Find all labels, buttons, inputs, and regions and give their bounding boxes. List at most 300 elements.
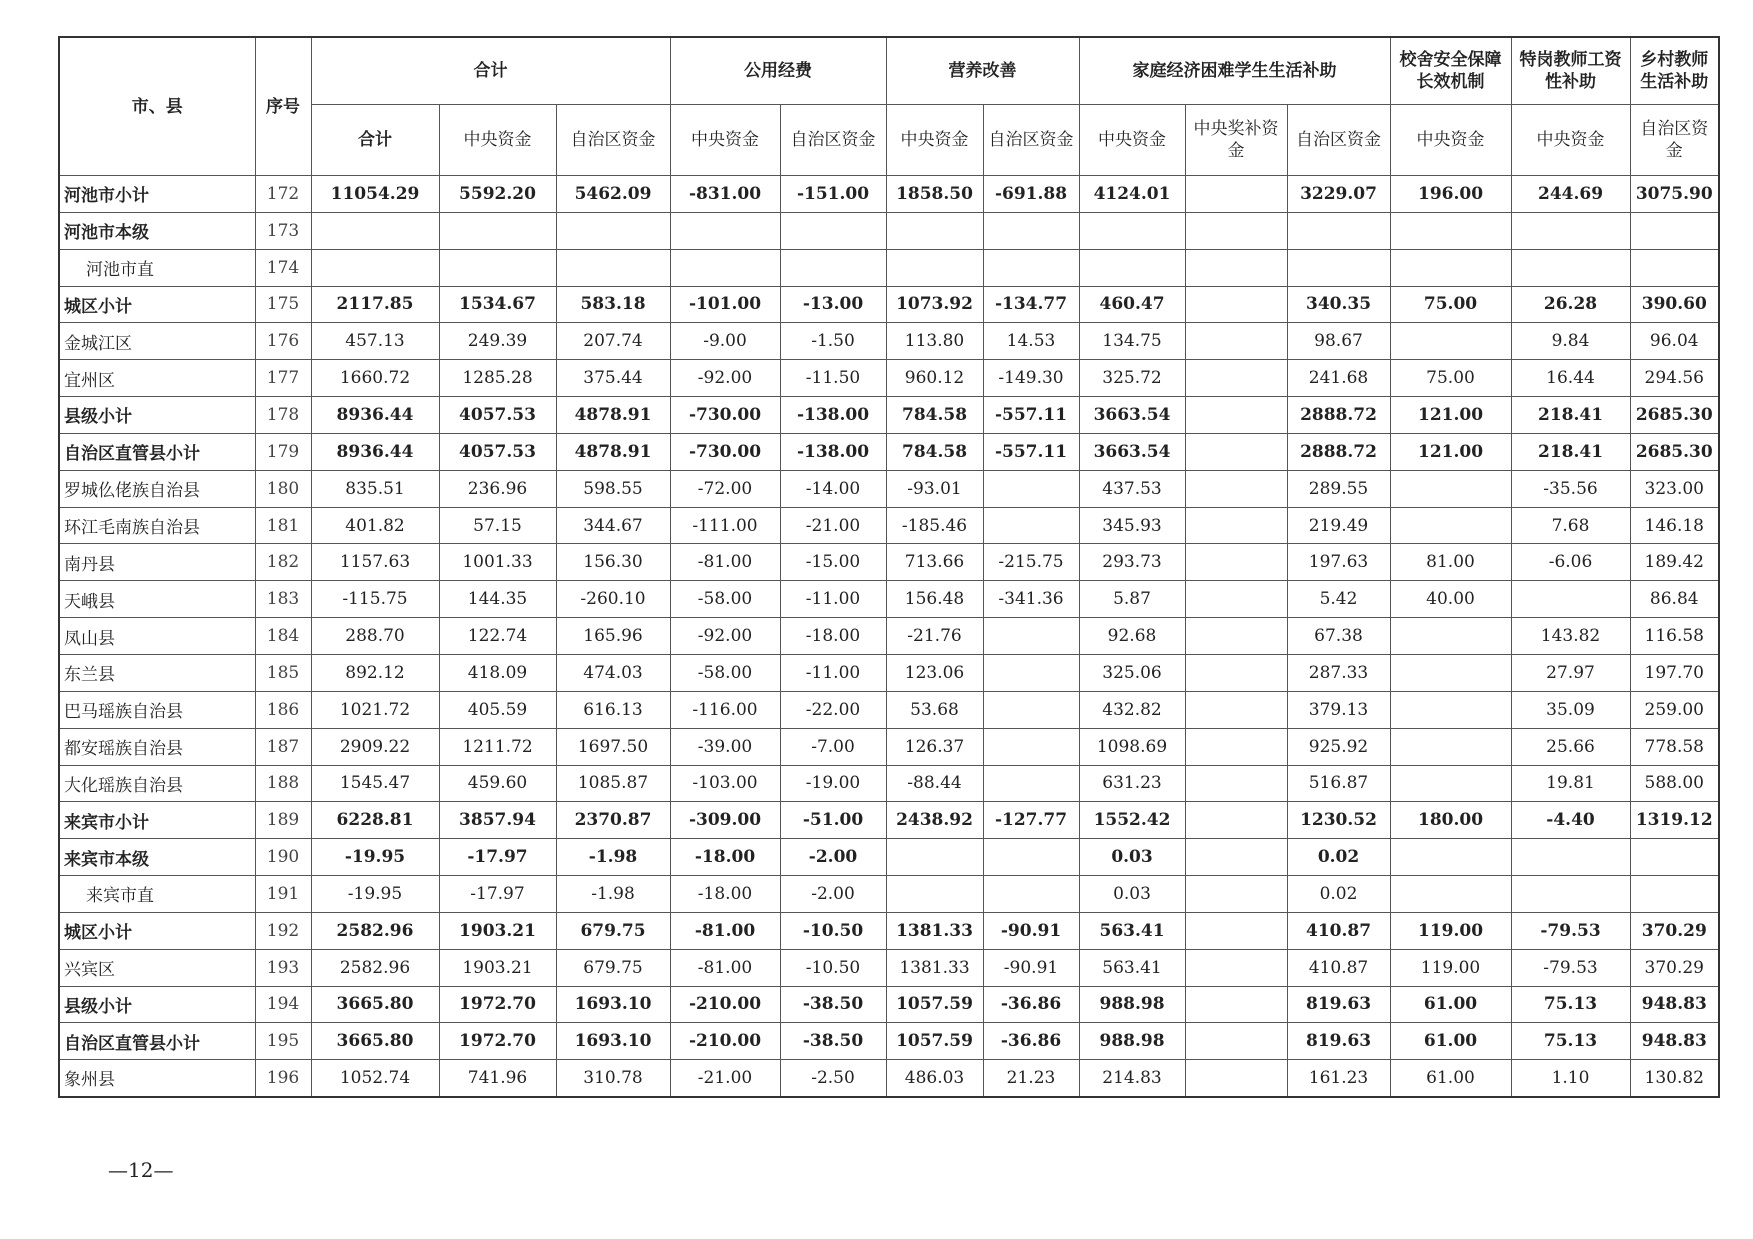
value-cell: -18.00 xyxy=(670,839,780,876)
value-cell xyxy=(1185,802,1287,839)
value-cell: 96.04 xyxy=(1630,323,1719,360)
value-cell: -19.95 xyxy=(311,876,439,913)
value-cell: 214.83 xyxy=(1079,1060,1185,1097)
value-cell: -22.00 xyxy=(780,691,886,728)
region-name: 东兰县 xyxy=(59,654,255,691)
value-cell: 1285.28 xyxy=(439,360,556,397)
row-seq: 189 xyxy=(255,802,311,839)
subheader-regional: 自治区资金 xyxy=(1630,105,1719,176)
value-cell: 819.63 xyxy=(1287,1023,1390,1060)
value-cell xyxy=(983,618,1079,655)
value-cell: 925.92 xyxy=(1287,728,1390,765)
value-cell: 0.03 xyxy=(1079,839,1185,876)
value-cell: 197.70 xyxy=(1630,654,1719,691)
value-cell xyxy=(1511,839,1630,876)
value-cell: 75.00 xyxy=(1390,286,1511,323)
value-cell: 1552.42 xyxy=(1079,802,1185,839)
value-cell: 98.67 xyxy=(1287,323,1390,360)
region-name: 自治区直管县小计 xyxy=(59,433,255,470)
row-seq: 177 xyxy=(255,360,311,397)
subheader-central: 中央资金 xyxy=(1511,105,1630,176)
value-cell: 405.59 xyxy=(439,691,556,728)
row-seq: 188 xyxy=(255,765,311,802)
value-cell: -115.75 xyxy=(311,581,439,618)
value-cell xyxy=(983,654,1079,691)
value-cell: 5462.09 xyxy=(556,176,670,213)
value-cell: 1073.92 xyxy=(886,286,983,323)
header-region: 市、县 xyxy=(59,37,255,176)
value-cell: 86.84 xyxy=(1630,581,1719,618)
header-group-public-funds: 公用经费 xyxy=(670,37,886,105)
value-cell: 61.00 xyxy=(1390,986,1511,1023)
table-row xyxy=(59,949,1719,986)
region-name: 兴宾区 xyxy=(59,949,255,986)
value-cell: 1858.50 xyxy=(886,176,983,213)
value-cell: -557.11 xyxy=(983,397,1079,434)
value-cell: -81.00 xyxy=(670,912,780,949)
value-cell xyxy=(983,212,1079,249)
value-cell: -1.98 xyxy=(556,839,670,876)
value-cell xyxy=(983,839,1079,876)
value-cell: 390.60 xyxy=(1630,286,1719,323)
value-cell xyxy=(1185,912,1287,949)
value-cell xyxy=(1079,249,1185,286)
value-cell: 121.00 xyxy=(1390,397,1511,434)
value-cell: 679.75 xyxy=(556,912,670,949)
value-cell: -309.00 xyxy=(670,802,780,839)
value-cell: 0.03 xyxy=(1079,876,1185,913)
value-cell xyxy=(1390,765,1511,802)
table-row xyxy=(59,654,1719,691)
value-cell: 156.48 xyxy=(886,581,983,618)
value-cell: 7.68 xyxy=(1511,507,1630,544)
value-cell: -4.40 xyxy=(1511,802,1630,839)
value-cell xyxy=(311,212,439,249)
value-cell: 2582.96 xyxy=(311,949,439,986)
value-cell xyxy=(1185,470,1287,507)
value-cell: 457.13 xyxy=(311,323,439,360)
value-cell: 123.06 xyxy=(886,654,983,691)
value-cell xyxy=(1185,654,1287,691)
value-cell: 288.70 xyxy=(311,618,439,655)
value-cell: 1545.47 xyxy=(311,765,439,802)
subheader-central: 中央资金 xyxy=(439,105,556,176)
value-cell: 1157.63 xyxy=(311,544,439,581)
region-name: 象州县 xyxy=(59,1060,255,1097)
value-cell: 486.03 xyxy=(886,1060,983,1097)
value-cell: 345.93 xyxy=(1079,507,1185,544)
value-cell: 3229.07 xyxy=(1287,176,1390,213)
table-row xyxy=(59,1023,1719,1060)
value-cell: -7.00 xyxy=(780,728,886,765)
value-cell: -138.00 xyxy=(780,397,886,434)
subheader-total: 合计 xyxy=(311,105,439,176)
value-cell: 1693.10 xyxy=(556,986,670,1023)
value-cell: 432.82 xyxy=(1079,691,1185,728)
value-cell: 19.81 xyxy=(1511,765,1630,802)
value-cell xyxy=(1185,691,1287,728)
value-cell: 241.68 xyxy=(1287,360,1390,397)
value-cell: -19.00 xyxy=(780,765,886,802)
row-seq: 179 xyxy=(255,433,311,470)
value-cell: -36.86 xyxy=(983,1023,1079,1060)
value-cell xyxy=(1185,765,1287,802)
subheader-regional: 自治区资金 xyxy=(1287,105,1390,176)
value-cell xyxy=(1511,876,1630,913)
value-cell: 2909.22 xyxy=(311,728,439,765)
value-cell: 180.00 xyxy=(1390,802,1511,839)
value-cell xyxy=(1185,249,1287,286)
value-cell: 5.42 xyxy=(1287,581,1390,618)
value-cell: 563.41 xyxy=(1079,912,1185,949)
value-cell: -831.00 xyxy=(670,176,780,213)
value-cell xyxy=(1185,581,1287,618)
region-name: 天峨县 xyxy=(59,581,255,618)
value-cell: 113.80 xyxy=(886,323,983,360)
region-name: 环江毛南族自治县 xyxy=(59,507,255,544)
value-cell: 189.42 xyxy=(1630,544,1719,581)
page-number: —12— xyxy=(108,1158,174,1182)
row-seq: 175 xyxy=(255,286,311,323)
value-cell: 219.49 xyxy=(1287,507,1390,544)
value-cell: 4878.91 xyxy=(556,433,670,470)
value-cell: -19.95 xyxy=(311,839,439,876)
value-cell xyxy=(780,249,886,286)
region-name: 城区小计 xyxy=(59,286,255,323)
table-row xyxy=(59,986,1719,1023)
table-row xyxy=(59,323,1719,360)
value-cell: -260.10 xyxy=(556,581,670,618)
value-cell: 835.51 xyxy=(311,470,439,507)
value-cell xyxy=(1390,249,1511,286)
value-cell xyxy=(670,249,780,286)
value-cell: 340.35 xyxy=(1287,286,1390,323)
value-cell: 1319.12 xyxy=(1630,802,1719,839)
value-cell xyxy=(1185,949,1287,986)
value-cell: 146.18 xyxy=(1630,507,1719,544)
value-cell xyxy=(1511,581,1630,618)
value-cell: 3665.80 xyxy=(311,1023,439,1060)
value-cell: 75.00 xyxy=(1390,360,1511,397)
region-name: 来宾市本级 xyxy=(59,839,255,876)
value-cell: -10.50 xyxy=(780,949,886,986)
value-cell: 67.38 xyxy=(1287,618,1390,655)
table-row xyxy=(59,1060,1719,1097)
value-cell: 4057.53 xyxy=(439,397,556,434)
value-cell: 310.78 xyxy=(556,1060,670,1097)
value-cell: 1972.70 xyxy=(439,1023,556,1060)
value-cell: 1.10 xyxy=(1511,1060,1630,1097)
table-row xyxy=(59,286,1719,323)
value-cell: 134.75 xyxy=(1079,323,1185,360)
value-cell: 40.00 xyxy=(1390,581,1511,618)
value-cell xyxy=(983,876,1079,913)
value-cell: -11.00 xyxy=(780,654,886,691)
value-cell xyxy=(1630,212,1719,249)
value-cell: -111.00 xyxy=(670,507,780,544)
value-cell: 988.98 xyxy=(1079,986,1185,1023)
header-group-special-teacher: 特岗教师工资性补助 xyxy=(1511,37,1630,105)
value-cell: 1098.69 xyxy=(1079,728,1185,765)
value-cell: 948.83 xyxy=(1630,986,1719,1023)
table-body xyxy=(59,176,1719,1097)
table-row xyxy=(59,691,1719,728)
region-name: 南丹县 xyxy=(59,544,255,581)
value-cell: 460.47 xyxy=(1079,286,1185,323)
value-cell: 375.44 xyxy=(556,360,670,397)
header-group-student-aid: 家庭经济困难学生生活补助 xyxy=(1079,37,1390,105)
value-cell xyxy=(1390,618,1511,655)
value-cell: 11054.29 xyxy=(311,176,439,213)
subheader-central: 中央资金 xyxy=(1079,105,1185,176)
value-cell: 778.58 xyxy=(1630,728,1719,765)
value-cell: 75.13 xyxy=(1511,986,1630,1023)
value-cell: 121.00 xyxy=(1390,433,1511,470)
value-cell xyxy=(1185,618,1287,655)
value-cell: 1697.50 xyxy=(556,728,670,765)
value-cell: -79.53 xyxy=(1511,912,1630,949)
value-cell: 370.29 xyxy=(1630,912,1719,949)
value-cell: 1903.21 xyxy=(439,912,556,949)
table-row xyxy=(59,433,1719,470)
value-cell: 53.68 xyxy=(886,691,983,728)
value-cell: -2.00 xyxy=(780,839,886,876)
subheader-regional: 自治区资金 xyxy=(780,105,886,176)
value-cell: -36.86 xyxy=(983,986,1079,1023)
value-cell: 144.35 xyxy=(439,581,556,618)
value-cell xyxy=(1287,249,1390,286)
value-cell: -93.01 xyxy=(886,470,983,507)
table-row xyxy=(59,176,1719,213)
region-name: 来宾市直 xyxy=(59,876,255,913)
table-row xyxy=(59,397,1719,434)
value-cell: -72.00 xyxy=(670,470,780,507)
value-cell: -90.91 xyxy=(983,912,1079,949)
value-cell xyxy=(439,249,556,286)
value-cell: 1693.10 xyxy=(556,1023,670,1060)
region-name: 罗城仫佬族自治县 xyxy=(59,470,255,507)
value-cell: -38.50 xyxy=(780,1023,886,1060)
value-cell: -79.53 xyxy=(1511,949,1630,986)
value-cell: 563.41 xyxy=(1079,949,1185,986)
value-cell: 2888.72 xyxy=(1287,397,1390,434)
value-cell: 156.30 xyxy=(556,544,670,581)
value-cell: -2.00 xyxy=(780,876,886,913)
value-cell: 14.53 xyxy=(983,323,1079,360)
subheader-central: 中央资金 xyxy=(670,105,780,176)
value-cell: 161.23 xyxy=(1287,1060,1390,1097)
value-cell xyxy=(1185,360,1287,397)
value-cell: 323.00 xyxy=(1630,470,1719,507)
value-cell: -341.36 xyxy=(983,581,1079,618)
value-cell: 1660.72 xyxy=(311,360,439,397)
value-cell xyxy=(1185,323,1287,360)
value-cell xyxy=(1390,507,1511,544)
budget-table xyxy=(58,36,1720,1098)
value-cell: -557.11 xyxy=(983,433,1079,470)
value-cell: -138.00 xyxy=(780,433,886,470)
value-cell: -11.00 xyxy=(780,581,886,618)
value-cell xyxy=(1185,544,1287,581)
row-seq: 172 xyxy=(255,176,311,213)
table-row xyxy=(59,839,1719,876)
value-cell xyxy=(556,212,670,249)
value-cell: 418.09 xyxy=(439,654,556,691)
value-cell: 1057.59 xyxy=(886,986,983,1023)
value-cell xyxy=(983,765,1079,802)
value-cell: 122.74 xyxy=(439,618,556,655)
region-name: 金城江区 xyxy=(59,323,255,360)
value-cell: -103.00 xyxy=(670,765,780,802)
value-cell: 197.63 xyxy=(1287,544,1390,581)
value-cell: 401.82 xyxy=(311,507,439,544)
value-cell: 61.00 xyxy=(1390,1060,1511,1097)
value-cell xyxy=(1185,433,1287,470)
value-cell: 474.03 xyxy=(556,654,670,691)
value-cell xyxy=(1390,839,1511,876)
subheader-central-award: 中央奖补资金 xyxy=(1185,105,1287,176)
value-cell xyxy=(983,507,1079,544)
value-cell: 988.98 xyxy=(1079,1023,1185,1060)
value-cell: 1972.70 xyxy=(439,986,556,1023)
value-cell: -39.00 xyxy=(670,728,780,765)
region-name: 自治区直管县小计 xyxy=(59,1023,255,1060)
value-cell: 2685.30 xyxy=(1630,433,1719,470)
value-cell: -58.00 xyxy=(670,581,780,618)
value-cell: 218.41 xyxy=(1511,397,1630,434)
region-name: 县级小计 xyxy=(59,986,255,1023)
value-cell: 4124.01 xyxy=(1079,176,1185,213)
row-seq: 192 xyxy=(255,912,311,949)
value-cell: -17.97 xyxy=(439,839,556,876)
value-cell: 4878.91 xyxy=(556,397,670,434)
table-row xyxy=(59,876,1719,913)
region-name: 凤山县 xyxy=(59,618,255,655)
value-cell: -13.00 xyxy=(780,286,886,323)
value-cell: -185.46 xyxy=(886,507,983,544)
row-seq: 191 xyxy=(255,876,311,913)
value-cell: -1.98 xyxy=(556,876,670,913)
value-cell xyxy=(1390,654,1511,691)
region-name: 河池市直 xyxy=(59,249,255,286)
row-seq: 182 xyxy=(255,544,311,581)
value-cell: 293.73 xyxy=(1079,544,1185,581)
value-cell: -10.50 xyxy=(780,912,886,949)
value-cell xyxy=(1079,212,1185,249)
value-cell: 207.74 xyxy=(556,323,670,360)
value-cell: -151.00 xyxy=(780,176,886,213)
value-cell: 1001.33 xyxy=(439,544,556,581)
value-cell: 410.87 xyxy=(1287,949,1390,986)
value-cell: 784.58 xyxy=(886,397,983,434)
value-cell xyxy=(1390,691,1511,728)
value-cell: 588.00 xyxy=(1630,765,1719,802)
value-cell: 1211.72 xyxy=(439,728,556,765)
value-cell xyxy=(983,470,1079,507)
budget-sheet xyxy=(58,36,1718,1098)
header-seq: 序号 xyxy=(255,37,311,176)
value-cell: 165.96 xyxy=(556,618,670,655)
value-cell xyxy=(1185,397,1287,434)
value-cell: 249.39 xyxy=(439,323,556,360)
value-cell xyxy=(1390,728,1511,765)
value-cell xyxy=(1185,507,1287,544)
region-name: 宜州区 xyxy=(59,360,255,397)
value-cell: 1381.33 xyxy=(886,912,983,949)
value-cell: -691.88 xyxy=(983,176,1079,213)
value-cell: 1903.21 xyxy=(439,949,556,986)
row-seq: 194 xyxy=(255,986,311,1023)
value-cell: 2582.96 xyxy=(311,912,439,949)
value-cell: 2117.85 xyxy=(311,286,439,323)
value-cell: -35.56 xyxy=(1511,470,1630,507)
value-cell: 713.66 xyxy=(886,544,983,581)
header-group-nutrition: 营养改善 xyxy=(886,37,1079,105)
value-cell: 410.87 xyxy=(1287,912,1390,949)
value-cell: 370.29 xyxy=(1630,949,1719,986)
region-name: 来宾市小计 xyxy=(59,802,255,839)
value-cell: 236.96 xyxy=(439,470,556,507)
value-cell: -18.00 xyxy=(780,618,886,655)
value-cell: 325.72 xyxy=(1079,360,1185,397)
value-cell xyxy=(439,212,556,249)
value-cell: 598.55 xyxy=(556,470,670,507)
value-cell xyxy=(670,212,780,249)
table-row xyxy=(59,728,1719,765)
table-row xyxy=(59,581,1719,618)
value-cell: 119.00 xyxy=(1390,949,1511,986)
region-name: 都安瑶族自治县 xyxy=(59,728,255,765)
row-seq: 184 xyxy=(255,618,311,655)
value-cell xyxy=(1511,212,1630,249)
value-cell: -6.06 xyxy=(1511,544,1630,581)
value-cell: 4057.53 xyxy=(439,433,556,470)
header-group-rural-teacher: 乡村教师生活补助 xyxy=(1630,37,1719,105)
value-cell: 948.83 xyxy=(1630,1023,1719,1060)
value-cell: 741.96 xyxy=(439,1060,556,1097)
value-cell: -215.75 xyxy=(983,544,1079,581)
value-cell: 289.55 xyxy=(1287,470,1390,507)
value-cell: -17.97 xyxy=(439,876,556,913)
value-cell: 3075.90 xyxy=(1630,176,1719,213)
value-cell: -51.00 xyxy=(780,802,886,839)
value-cell xyxy=(311,249,439,286)
value-cell: 583.18 xyxy=(556,286,670,323)
value-cell: 1021.72 xyxy=(311,691,439,728)
subheader-central: 中央资金 xyxy=(886,105,983,176)
value-cell: 2370.87 xyxy=(556,802,670,839)
value-cell: 960.12 xyxy=(886,360,983,397)
row-seq: 180 xyxy=(255,470,311,507)
value-cell: 3665.80 xyxy=(311,986,439,1023)
value-cell: 1052.74 xyxy=(311,1060,439,1097)
table-row xyxy=(59,212,1719,249)
value-cell: 616.13 xyxy=(556,691,670,728)
value-cell xyxy=(1185,1060,1287,1097)
value-cell: -81.00 xyxy=(670,949,780,986)
region-name: 巴马瑶族自治县 xyxy=(59,691,255,728)
value-cell: -90.91 xyxy=(983,949,1079,986)
value-cell: 679.75 xyxy=(556,949,670,986)
table-row xyxy=(59,360,1719,397)
value-cell: 2438.92 xyxy=(886,802,983,839)
table-row xyxy=(59,470,1719,507)
value-cell xyxy=(1390,212,1511,249)
row-seq: 174 xyxy=(255,249,311,286)
value-cell: 61.00 xyxy=(1390,1023,1511,1060)
table-row xyxy=(59,507,1719,544)
value-cell: 119.00 xyxy=(1390,912,1511,949)
